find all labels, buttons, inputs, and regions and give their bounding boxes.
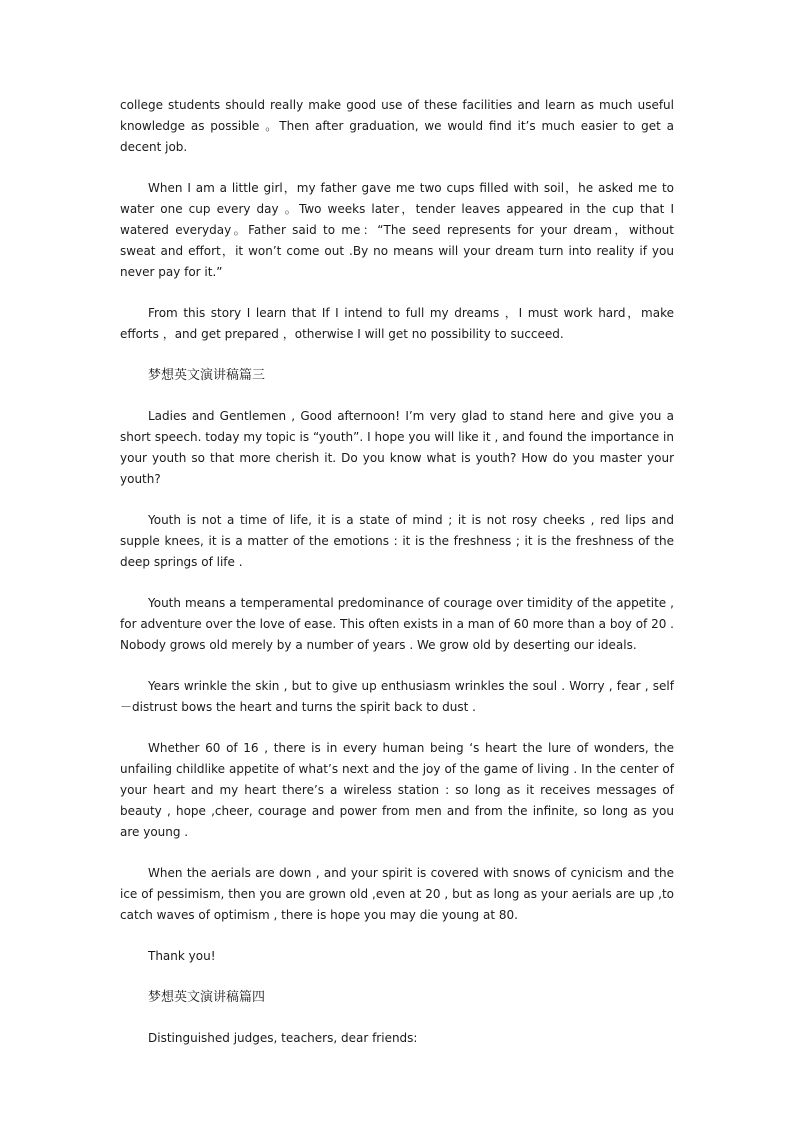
paragraph-story-lesson: From this story I learn that If I intend to full my dreams ，I must work hard，make efforts ，and get prepared ，otherwise I will get no possibility to succeed. — [120, 306, 674, 341]
paragraph-thank-you: Thank you! — [148, 949, 216, 963]
paragraph-years-wrinkle: Years wrinkle the skin , but to give up enthusiasm wrinkles the soul . Worry , fear , self －distrust bows the heart and turns the spirit back to dust . — [120, 679, 674, 714]
paragraph-distinguished-judges: Distinguished judges, teachers, dear friends: — [148, 1031, 418, 1045]
section-heading-4: 梦想英文演讲稿篇四 — [148, 990, 266, 1005]
paragraph-facilities: college students should really make good use of these facilities and learn as much useful knowledge as possible 。Then after graduation, we would find it’s much easier to get a decent job. — [120, 98, 674, 154]
paragraph-little-girl: When I am a little girl，my father gave me two cups filled with soil，he asked me to water one cup every day 。Two weeks later，tender leaves appeared in the cup that I watered everyday。Father said to me：“The seed represents for your dream，without sweat and effort，it won’t come out .By no means will your dream turn into reality if you never pay for it.” — [120, 181, 674, 279]
paragraph-greeting: Ladies and Gentlemen , Good afternoon! I’m very glad to stand here and give you a short speech. today my topic is “youth”. I hope you will like it , and found the importance in your youth so that more cherish it. Do you know what is youth? How do you master your youth? — [120, 409, 674, 486]
section-heading-3: 梦想英文演讲稿篇三 — [148, 368, 266, 383]
paragraph-wireless-station: Whether 60 of 16 , there is in every human being ‘s heart the lure of wonders, the unfailing childlike appetite of what’s next and the joy of the game of living . In the center of your heart and my heart there’s a wireless station : so long as it receives messages of beauty , hope ,cheer, courage and power from men and from the infinite, so long as you are young . — [120, 741, 674, 839]
paragraph-youth-state-of-mind: Youth is not a time of life, it is a state of mind ; it is not rosy cheeks , red lips and supple knees, it is a matter of the emotions : it is the freshness ; it is the freshness of the deep springs of life . — [120, 513, 674, 569]
paragraph-youth-courage: Youth means a temperamental predominance of courage over timidity of the appetite , for adventure over the love of ease. This often exists in a man of 60 more than a boy of 20 . Nobody grows old merely by a number of years . We grow old by deserting our ideals. — [120, 596, 674, 652]
paragraph-aerials: When the aerials are down , and your spirit is covered with snows of cynicism and the ice of pessimism, then you are grown old ,even at 20 , but as long as your aerials are up ,to catch waves of optimism , there is hope you may die young at 80. — [120, 866, 674, 922]
document-page — [120, 95, 674, 1049]
